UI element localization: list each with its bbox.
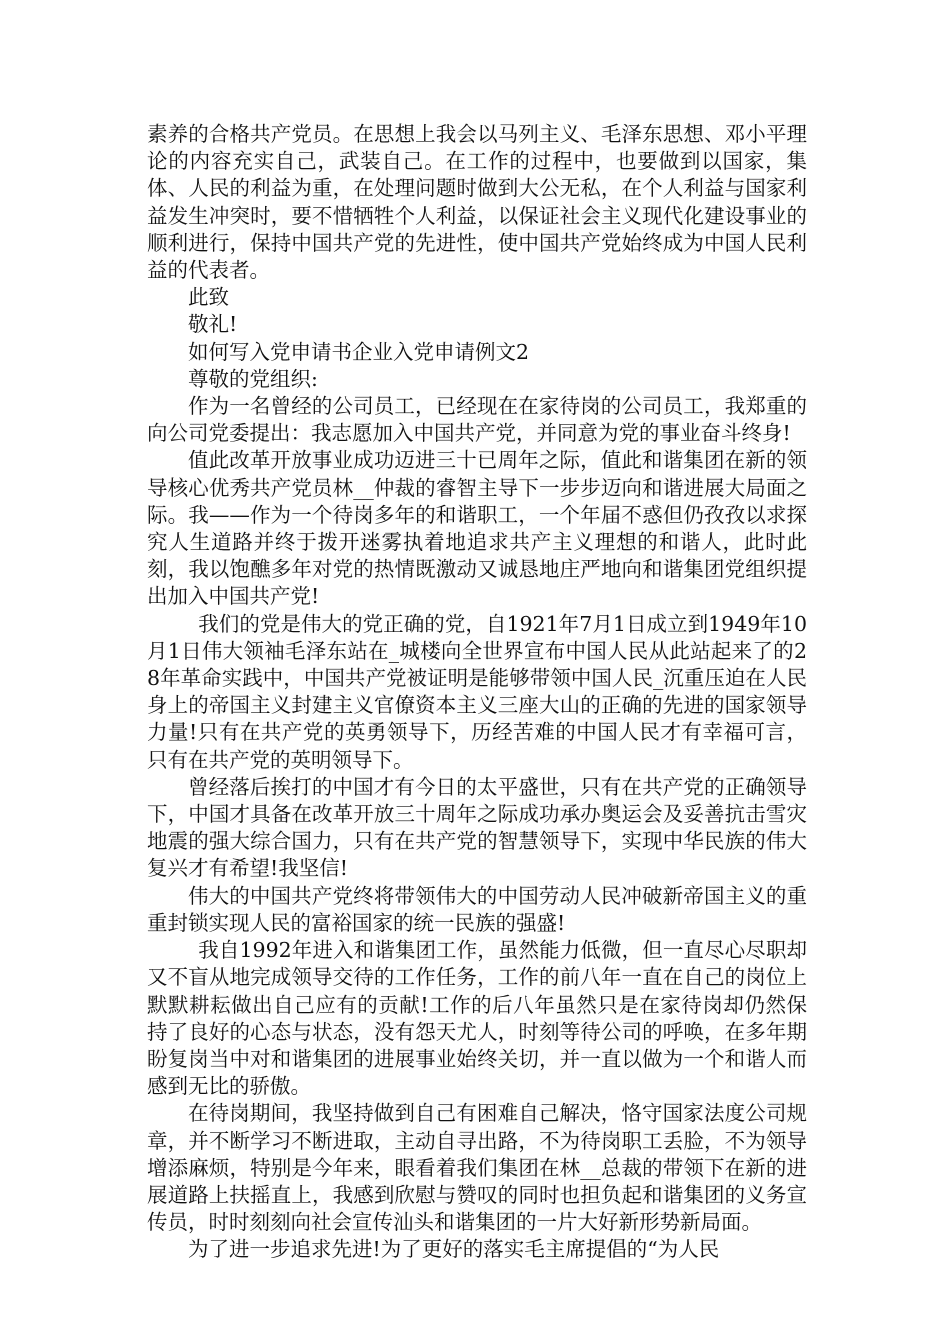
paragraph-11: 我自1992年进入和谐集团工作，虽然能力低微，但一直尽心尽职却又不盲从地完成领导交待的工作任务，工作的前八年一直在自己的岗位上默默耕耘做出自己应有的贡献!工作的后八年虽然只是在家待岗却仍然保持了良好的心态与状态，没有怨天尤人，时刻等待公司的呼唤，在多年期盼复岗当中对和谐集团的进展事业始终关切，并一直以做为一个和谐人而感到无比的骄傲。 — [147, 938, 807, 1099]
closing-jing-li: 敬礼! — [188, 312, 238, 337]
paragraph-12: 在待岗期间，我坚持做到自己有困难自己解决，恪守国家法度公司规章，并不断学习不断进取，主动自寻出路，不为待岗职工丢脸，不为领导增添麻烦，特别是今年来，眼看着我们集团在林__总裁的带领下在新的进展道路上扶摇直上，我感到欣慰与赞叹的同时也担负起和谐集团的义务宣传员，时时刻刻向社会宣传汕头和谐集团的一片大好新形势新局面。 — [147, 1101, 807, 1235]
closing-ci-zhi: 此致 — [188, 285, 229, 310]
paragraph-9: 曾经落后挨打的中国才有今日的太平盛世，只有在共产党的正确领导下，中国才具备在改革开放三十周年之际成功承办奥运会及妥善抗击雪灾地震的强大综合国力，只有在共产党的智慧领导下，实现中华民族的伟大复兴才有希望!我坚信! — [147, 774, 807, 881]
document-page — [147, 121, 807, 1264]
paragraph-7: 值此改革开放事业成功迈进三十已周年之际，值此和谐集团在新的领导核心优秀共产党员林__仲裁的睿智主导下一步步迈向和谐进展大局面之际。我——作为一个待岗多年的和谐职工，一个年届不惑但仍孜孜以求探究人生道路并终于拨开迷雾执着地追求共产主义理想的和谐人，此时此刻，我以饱醮多年对党的热情既激动又诚恳地庄严地向和谐集团党组织提出加入中国共产党! — [147, 448, 807, 609]
salutation: 尊敬的党组织: — [188, 366, 318, 391]
paragraph-13: 为了进一步追求先进!为了更好的落实毛主席提倡的“为人民 — [188, 1237, 720, 1262]
paragraph-6: 作为一名曾经的公司员工，已经现在在家待岗的公司员工，我郑重的向公司党委提出：我志愿加入中国共产党，并同意为党的事业奋斗终身! — [147, 394, 807, 446]
paragraph-8: 我们的党是伟大的党正确的党，自1921年7月1日成立到1949年10月1日伟大领袖毛泽东站在_城楼向全世界宣布中国人民从此站起来了的28年革命实践中，中国共产党被证明是能够带领中国人民_沉重压迫在人民身上的帝国主义封建主义官僚资本主义三座大山的正确的先进的国家领导力量!只有在共产党的英勇领导下，历经苦难的中国人民才有幸福可言，只有在共产党的英明领导下。 — [147, 611, 807, 772]
paragraph-1: 素养的合格共产党员。在思想上我会以马列主义、毛泽东思想、邓小平理论的内容充实自己，武装自己。在工作的过程中，也要做到以国家，集体、人民的利益为重，在处理问题时做到大公无私，在个人利益与国家利益发生冲突时，要不惜牺牲个人利益，以保证社会主义现代化建设事业的顺利进行，保持中国共产党的先进性，使中国共产党始终成为中国人民利益的代表者。 — [147, 122, 807, 283]
paragraph-10: 伟大的中国共产党终将带领伟大的中国劳动人民冲破新帝国主义的重重封锁实现人民的富裕国家的统一民族的强盛! — [147, 883, 807, 935]
section-title: 如何写入党申请书企业入党申请例文2 — [188, 339, 530, 364]
